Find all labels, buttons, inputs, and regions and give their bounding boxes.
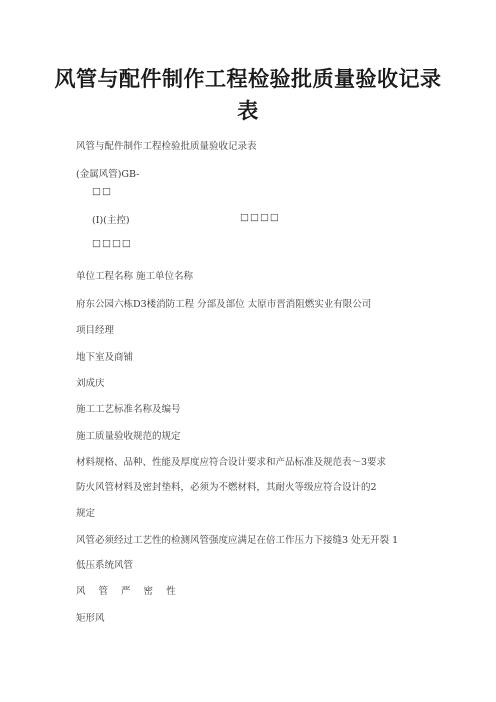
checkbox-placeholder-3: □□□□ bbox=[92, 238, 132, 249]
control-type-label: (Ⅰ)(主控) bbox=[92, 215, 130, 226]
project-and-contractor: 府东公园六栋D3楼消防工程 分部及部位 太原市晋消阻燃实业有限公司 bbox=[76, 299, 372, 310]
location-value: 地下室及商铺 bbox=[76, 352, 134, 363]
unit-project-header: 单位工程名称 施工单位名称 bbox=[76, 271, 194, 282]
process-standard-label: 施工工艺标准名称及编号 bbox=[76, 404, 181, 415]
form-name: 风管与配件制作工程检验批质量验收记录表 bbox=[76, 141, 257, 152]
requirement-strength: 风管必须经过工艺性的检测风管强度应满足在倍工作压力下接缝3 处无开裂 1 bbox=[76, 535, 399, 546]
requirement-fireproof-cont: 规定 bbox=[76, 508, 96, 519]
checkbox-placeholder-2: □□□□ bbox=[240, 212, 280, 223]
requirement-fireproof: 防火风管材料及密封垫料，必须为不燃材料，其耐火等级应符合设计的2 bbox=[76, 482, 377, 493]
duct-tightness: 风 管 严 密 性 bbox=[76, 586, 181, 597]
rectangular-duct: 矩形风 bbox=[76, 613, 105, 624]
project-manager-label: 项目经理 bbox=[76, 325, 115, 336]
checkbox-placeholder-1: □□ bbox=[92, 186, 112, 197]
requirement-materials: 材料规格、品种、性能及厚度应符合设计要求和产品标准及规范表～3要求 bbox=[76, 457, 387, 468]
low-pressure-system: 低压系统风管 bbox=[76, 560, 134, 571]
document-title-line-2: 表 bbox=[237, 98, 259, 123]
document-title-line-1: 风管与配件制作工程检验批质量验收记录 bbox=[54, 66, 442, 91]
acceptance-spec-label: 施工质量验收规范的规定 bbox=[76, 431, 181, 442]
form-code: (金属风管)GB- bbox=[76, 169, 140, 180]
manager-name: 刘成庆 bbox=[76, 378, 105, 389]
